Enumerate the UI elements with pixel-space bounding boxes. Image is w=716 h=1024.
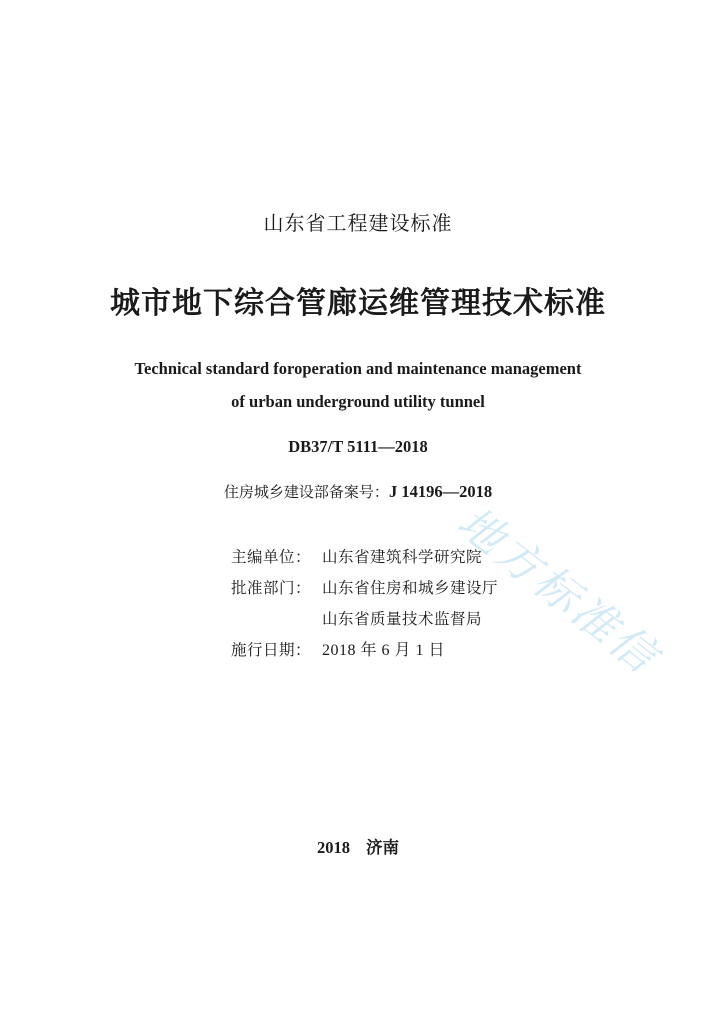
publication-info (231, 540, 498, 664)
record-number-value: J 14196—2018 (388, 482, 493, 501)
approval-row-2 (231, 602, 498, 633)
series-title: 山东省工程建设标准 (263, 211, 453, 235)
standard-code: DB37/T 5111—2018 (288, 437, 428, 456)
watermark: 地方标准信 (447, 496, 669, 685)
date-value: 2018 年 6 月 1 日 (322, 642, 446, 659)
publication-year: 2018 (317, 838, 350, 857)
approval-value-1: 山东省住房和城乡建设厅 (322, 578, 499, 597)
date-row (231, 633, 498, 664)
approval-value-2: 山东省质量技术监督局 (322, 609, 483, 628)
document-title-en-line1: Technical standard foroperation and maintenance management (134, 359, 582, 378)
record-number-label: 住房城乡建设部备案号： (223, 483, 389, 501)
editor-row (231, 540, 498, 571)
editor-value: 山东省建筑科学研究院 (322, 547, 483, 566)
approval-label: 批准部门： (231, 578, 312, 597)
publication-footer (0, 834, 716, 858)
document-title-en-line2: of urban underground utility tunnel (231, 392, 485, 411)
record-number-line (0, 481, 716, 502)
approval-row (231, 571, 498, 602)
editor-label: 主编单位： (231, 547, 312, 566)
publication-city: 济南 (366, 838, 399, 857)
document-title-zh: 城市地下综合管廊运维管理技术标准 (110, 286, 606, 321)
date-label: 施行日期： (231, 640, 312, 659)
